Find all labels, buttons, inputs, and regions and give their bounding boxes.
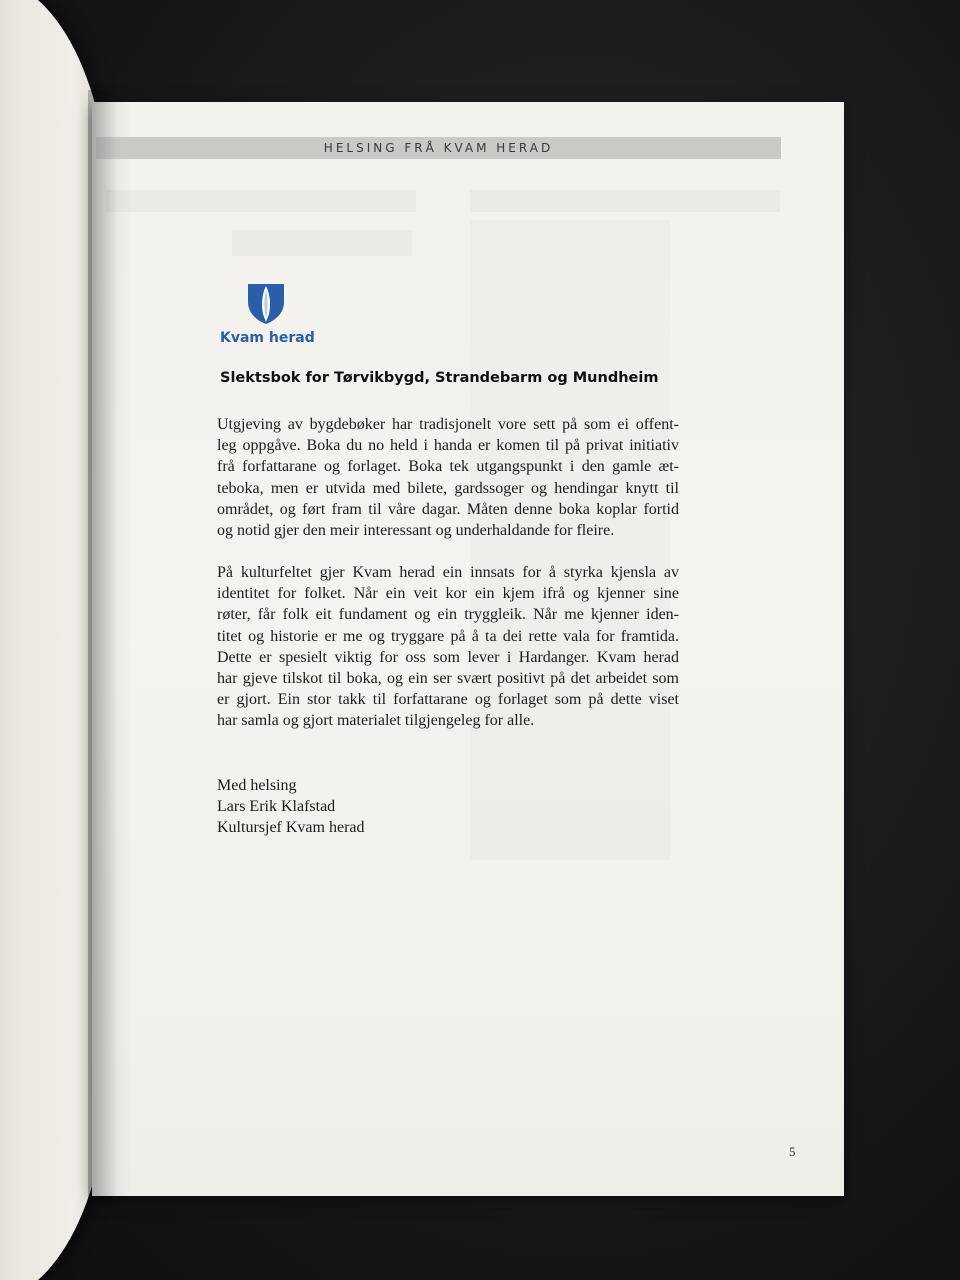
running-header — [96, 137, 781, 159]
paragraph-2-line: På kulturfeltet gjer Kvam herad ein innsats for å styrka kjensla av — [217, 564, 679, 581]
signature-block — [217, 775, 679, 839]
paragraph-2-line: er gjort. Ein stor takk til forfattarane og forlaget som på dette viset — [217, 691, 679, 709]
paragraph-2-line: Dette er spesielt viktig for oss som lever i Hardanger. Kvam herad — [217, 648, 679, 666]
signature-name: Lars Erik Klafstad — [217, 798, 336, 816]
coat-of-arms-icon — [246, 282, 286, 326]
paragraph-2-line: har samla og gjort materialet tilgjengeleg for alle. — [217, 712, 535, 730]
paragraph-2-line: røter, får folk eit fundament og ein tryggleik. Når me kjenner iden- — [217, 606, 679, 624]
kvam-herad-logo — [220, 282, 330, 352]
paragraph-1-line: teboka, men er utvida med bilete, gardssoger og hendingar knytt til — [217, 479, 679, 497]
paragraph-2-line: identitet for folket. Når ein veit kor ein kjem ifrå og kjenner sine — [217, 585, 679, 603]
paragraph-1-line: Utgjeving av bygdebøker har tradisjonelt vore sett på som ei offent- — [217, 416, 679, 433]
paragraph-2 — [217, 562, 679, 732]
logo-wordmark: Kvam herad — [220, 330, 315, 346]
signature-closing: Med helsing — [217, 777, 297, 794]
paragraph-2-line: titet og historie er me og tryggare på å ta dei rette vala for framtida. — [217, 627, 679, 645]
curl-shadow — [88, 90, 118, 1200]
paragraph-1-line: leg oppgåve. Boka du no held i handa er komen til på privat initiativ — [217, 437, 679, 455]
paragraph-1 — [217, 414, 679, 541]
book-page — [92, 102, 844, 1196]
signature-role: Kultursjef Kvam herad — [217, 819, 365, 837]
paragraph-1-line: området, og ført fram til våre dagar. Måten denne boka koplar fortid — [217, 500, 679, 518]
running-header-text: HELSING FRÅ KVAM HERAD — [323, 141, 554, 155]
article-title: Slektsbok for Tørvikbygd, Strandebarm og Mundheim — [220, 370, 659, 386]
page-number: 5 — [789, 1144, 796, 1159]
paragraph-1-line: frå forfattarane og forlaget. Boka tek utgangspunkt i den gamle æt- — [217, 458, 679, 476]
paragraph-2-line: har gjeve tilskot til boka, og ein ser svært positivt på det arbeidet som — [217, 670, 679, 688]
paragraph-1-line: og notid gjer den meir interessant og underhaldande for fleire. — [217, 522, 615, 540]
